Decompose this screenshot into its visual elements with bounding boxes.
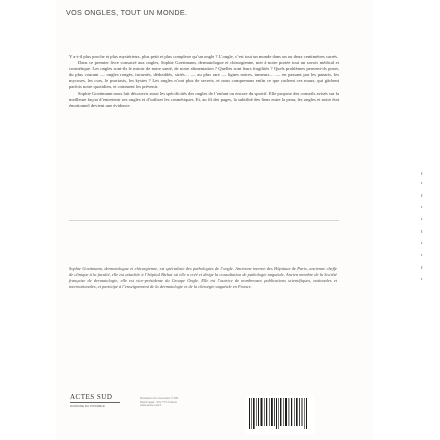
blurb-paragraph: Y a-t-il plus proche et plus mystérieux, plus petit et plus complexe qu’un ongle ? L’ongle, c’est tout un monde dans un ou deux centimètres carrés. xyxy=(69,54,339,59)
divider xyxy=(69,220,339,221)
book-title: VOS ONGLES, TOUT UN MONDE. xyxy=(66,8,188,17)
logo-rule xyxy=(70,402,120,403)
blurb xyxy=(69,54,339,109)
page-edge-marks xyxy=(420,172,424,288)
publisher-logo xyxy=(69,393,129,435)
publisher-name: ACTES SUD xyxy=(70,393,113,401)
back-cover xyxy=(56,0,374,440)
blurb-paragraph: Sophie Goettmann nous fait découvrir aussi les spécificités des ongles de l’enfant ou encore du sportif. Elle propose des conseils avisés sur la meilleure façon d’entretenir ses ongles et d’utiliser les cosmétiques. Et, au fil des pages, la subtilité des liens entre la peau, les ongles et notre état émotionnel devient une évidence. xyxy=(69,90,339,108)
author-bio: Sophie Goettmann, dermatologue et chirurgienne, est spécialiste des pathologies de l’ongle. Ancienne interne des Hôpitaux de Paris, ancienne cheffe de clinique à la faculté, elle est attachée à l’hôpital Bichat où elle a créé et dirige la consultation de pathologie unguéale. Ancien membre de la Société française de dermatologie, elle est vice-présidente du Groupe Ongle. Elle est l’autrice de nombreuses publications scientifiques, nationales et internationales, et participe à l’enseignement de la dermatologie et de la chirurgie unguéale en France. xyxy=(69,266,337,289)
blurb-paragraph: Dans ce premier livre consacré aux ongles, Sophie Goettmann, dermatologue et chirurgienne, met à notre portée tout un savoir médical et cosmétique. Les ongles sont-ils le miroir de notre santé, de notre alimentation ? Quelles sont leurs fragilités ? Quels problèmes peuvent-ils poser, du plus courant — ongles rongés, incarnés, dédoublés, striés… — au plus rare — lignes noires, tumeurs… — en passant par les panaris, les mycoses, les cors, le psoriasis, les kystes ? Les ongles n’ont plus de secrets, et nous comprenons enfin ce que cachent ces maux, qui gâchent parfois notre quotidien, et comment les prévenir. xyxy=(69,60,339,90)
fine-print: Illustration de couverture © DR Dépôt légal · Prix TTC France www.actes-sud.fr xyxy=(140,396,179,408)
publisher-collection: DOMAINE DU POSSIBLE xyxy=(70,404,105,408)
barcode-icon xyxy=(246,395,314,435)
